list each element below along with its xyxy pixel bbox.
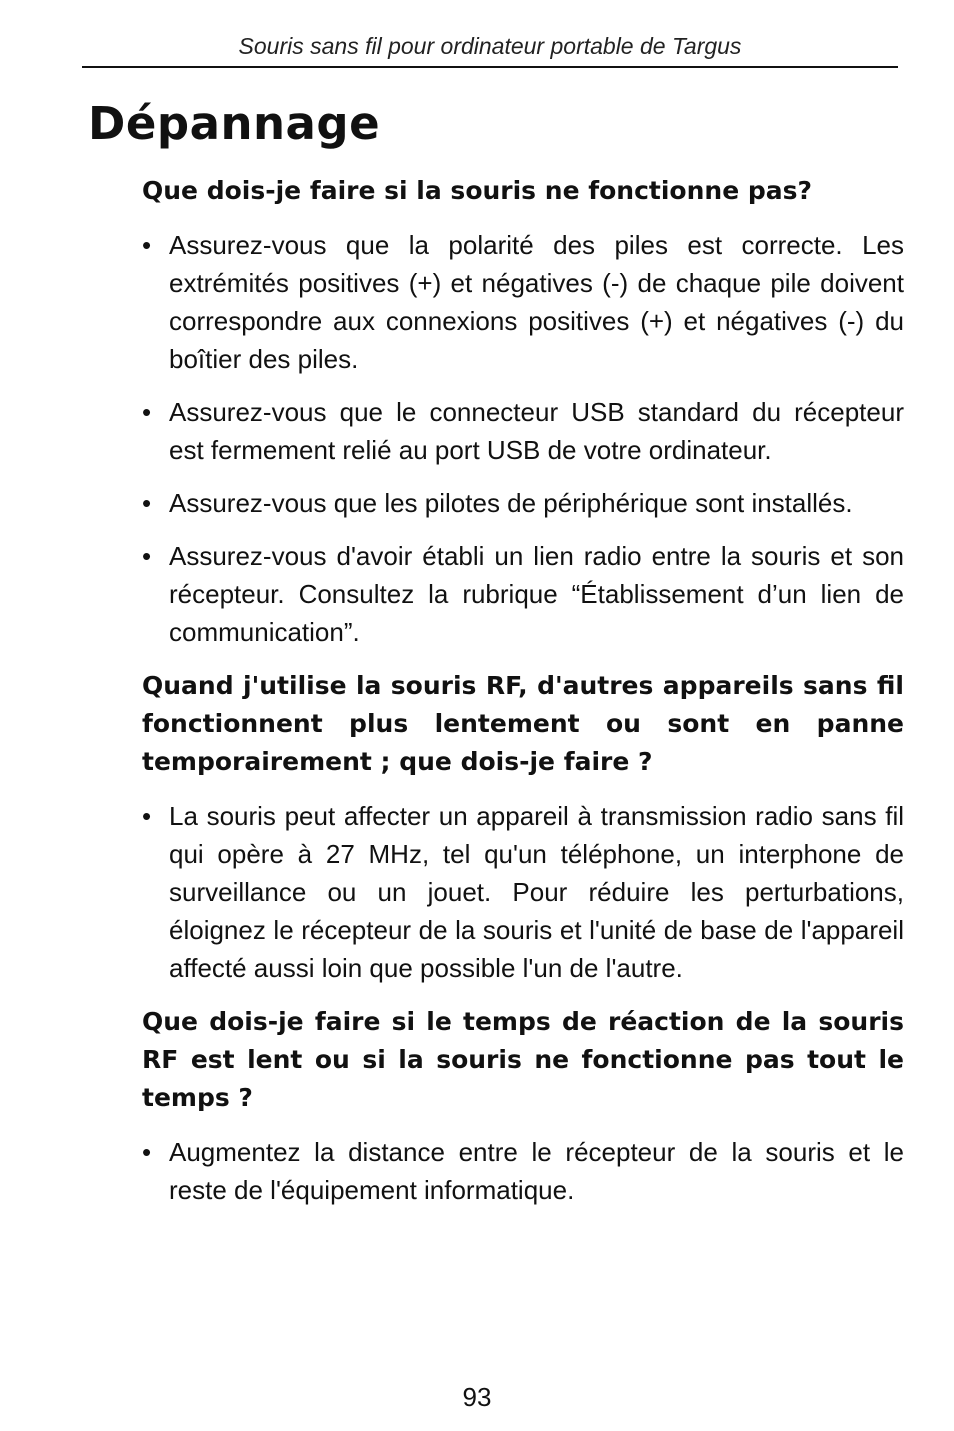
page-number: 93 bbox=[462, 1382, 492, 1412]
answer-text: Assurez-vous que la polarité des piles est correcte. Les extrémités positives (+) et négatives (-) de chaque pile doivent correspondre aux connexions positives (+) et négatives (-) du boîtier des piles. bbox=[169, 230, 904, 374]
list-item bbox=[142, 226, 904, 378]
answer-text: Assurez-vous d'avoir établi un lien radio entre la souris et son récepteur. Consultez la rubrique “Établissement d’un lien de communication”. bbox=[169, 541, 904, 647]
faq-section-slow-response bbox=[142, 1003, 904, 1209]
faq-question: Quand j'utilise la souris RF, d'autres appareils sans fil fonctionnent plus lentement ou sont en panne temporairement ; que dois-je faire ? bbox=[142, 671, 904, 776]
answer-text: Assurez-vous que le connecteur USB standard du récepteur est fermement relié au port USB de votre ordinateur. bbox=[169, 397, 904, 465]
list-item bbox=[142, 393, 904, 469]
list-item bbox=[142, 797, 904, 987]
list-item bbox=[142, 1133, 904, 1209]
bullet-icon: • bbox=[142, 541, 152, 571]
bullet-icon: • bbox=[142, 488, 152, 518]
answer-list bbox=[142, 1133, 904, 1209]
faq-section-interference bbox=[142, 667, 904, 987]
bullet-icon: • bbox=[142, 230, 152, 260]
faq-question: Que dois-je faire si le temps de réaction de la souris RF est lent ou si la souris ne fonctionne pas tout le temps ? bbox=[142, 1007, 904, 1112]
bullet-icon: • bbox=[142, 1137, 152, 1167]
answer-list bbox=[142, 797, 904, 987]
answer-list bbox=[142, 226, 904, 651]
list-item bbox=[142, 537, 904, 651]
answer-text: La souris peut affecter un appareil à transmission radio sans fil qui opère à 27 MHz, tel qu'un téléphone, un interphone de surveillance ou un jouet. Pour réduire les perturbations, éloignez le récepteur de la souris et l'unité de base de l'appareil affecté aussi loin que possible l'un de l'autre. bbox=[169, 801, 904, 983]
answer-text: Augmentez la distance entre le récepteur de la souris et le reste de l'équipement informatique. bbox=[169, 1137, 904, 1205]
list-item bbox=[142, 484, 904, 522]
faq-question: Que dois-je faire si la souris ne fonctionne pas? bbox=[142, 176, 812, 205]
troubleshooting-content bbox=[142, 172, 904, 1209]
faq-section-mouse-not-working bbox=[142, 172, 904, 651]
bullet-icon: • bbox=[142, 801, 152, 831]
running-header: Souris sans fil pour ordinateur portable de Targus bbox=[82, 30, 898, 68]
answer-text: Assurez-vous que les pilotes de périphérique sont installés. bbox=[169, 488, 853, 518]
bullet-icon: • bbox=[142, 397, 152, 427]
page-title: Dépannage bbox=[88, 97, 381, 150]
